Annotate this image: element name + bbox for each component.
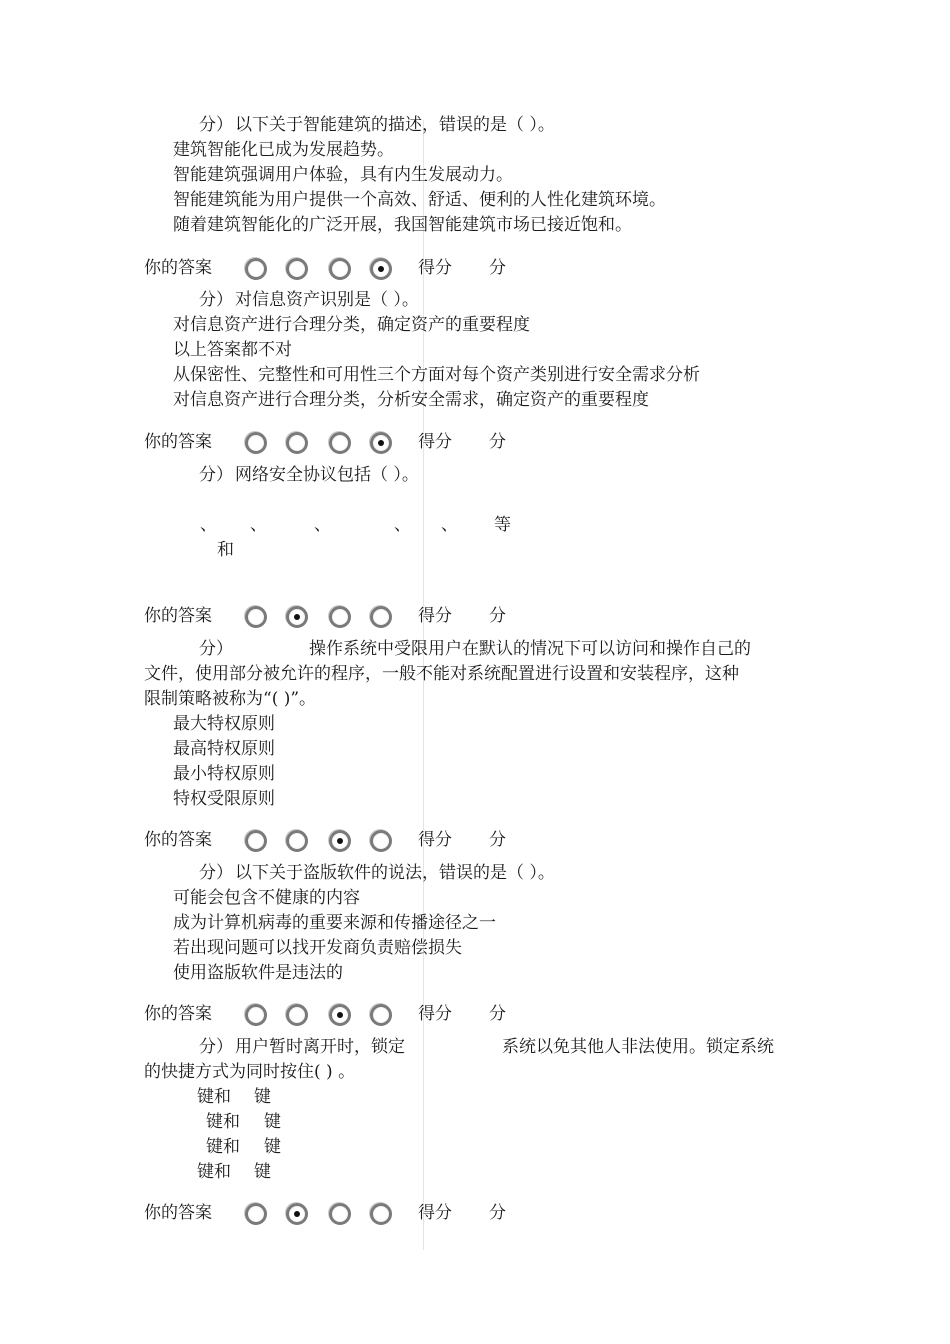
answer-label: 你的答案 [144, 258, 212, 278]
option-3: 智能建筑能为用户提供一个高效、舒适、便利的人性化建筑环境。 [173, 190, 666, 210]
answer-radio-c[interactable] [329, 830, 351, 852]
answer-radio-b[interactable] [286, 258, 308, 280]
answer-label: 你的答案 [144, 1004, 212, 1024]
option-1-part-b: 键 [254, 1087, 271, 1107]
option-4: 随着建筑智能化的广泛开展，我国智能建筑市场已接近饱和。 [173, 215, 632, 235]
option-3: 最小特权原则 [173, 764, 275, 784]
fragment: 、 [314, 515, 331, 535]
question-stem-line-2: 文件，使用部分被允许的程序，一般不能对系统配置进行设置和安装程序，这种 [144, 664, 739, 684]
option-2: 以上答案都不对 [173, 340, 292, 360]
option-4: 对信息资产进行合理分类，分析安全需求，确定资产的重要程度 [173, 390, 649, 410]
question-stem: 网络安全协议包括（ ）。 [235, 465, 419, 485]
answer-radio-a[interactable] [245, 258, 267, 280]
question-stem: 以下关于盗版软件的说法，错误的是（ ）。 [235, 863, 555, 883]
question-stem-line-2: 的快捷方式为同时按住( ) 。 [144, 1062, 356, 1082]
question-stem: 以下关于智能建筑的描述，错误的是（ ）。 [235, 115, 555, 135]
answer-radio-b[interactable] [286, 432, 308, 454]
answer-radio-a[interactable] [245, 1203, 267, 1225]
answer-radio-c[interactable] [329, 606, 351, 628]
score-label: 得分 [418, 606, 452, 626]
answer-radio-a[interactable] [245, 606, 267, 628]
score-label: 得分 [418, 830, 452, 850]
option-1: 最大特权原则 [173, 714, 275, 734]
answer-radio-a[interactable] [245, 432, 267, 454]
option-3: 从保密性、完整性和可用性三个方面对每个资产类别进行安全需求分析 [173, 365, 700, 385]
score-unit: 分 [489, 606, 506, 626]
score-unit: 分 [489, 830, 506, 850]
answer-radio-d[interactable] [370, 432, 392, 454]
answer-radio-c[interactable] [329, 1004, 351, 1026]
option-4-part-a: 键和 [197, 1162, 231, 1182]
answer-radio-a[interactable] [245, 1004, 267, 1026]
answer-radio-b[interactable] [286, 606, 308, 628]
score-unit: 分 [489, 1203, 506, 1223]
question-stem-line-1: 操作系统中受限用户在默认的情况下可以访问和操作自己的 [309, 639, 751, 659]
option-1: 建筑智能化已成为发展趋势。 [173, 140, 394, 160]
question-stem: 对信息资产识别是（ ）。 [235, 290, 419, 310]
answer-radio-d[interactable] [370, 606, 392, 628]
question-stem-line-1a: 用户暂时离开时，锁定 [235, 1037, 405, 1057]
answer-label: 你的答案 [144, 830, 212, 850]
answer-radio-a[interactable] [245, 830, 267, 852]
answer-radio-d[interactable] [370, 258, 392, 280]
score-unit: 分 [489, 258, 506, 278]
option-2: 成为计算机病毒的重要来源和传播途径之一 [173, 913, 496, 933]
question-prefix: 分） [199, 1037, 233, 1057]
option-2: 智能建筑强调用户体验，具有内生发展动力。 [173, 165, 513, 185]
option-3: 若出现问题可以找开发商负责赔偿损失 [173, 938, 462, 958]
fragment: 等 [494, 515, 511, 535]
score-unit: 分 [489, 432, 506, 452]
answer-radio-c[interactable] [329, 1203, 351, 1225]
answer-label: 你的答案 [144, 1203, 212, 1223]
option-3-part-b: 键 [264, 1137, 281, 1157]
fragment: 、 [200, 515, 217, 535]
question-stem-line-1b: 系统以免其他人非法使用。锁定系统 [502, 1037, 774, 1057]
fragment: 、 [250, 515, 267, 535]
option-1: 对信息资产进行合理分类，确定资产的重要程度 [173, 315, 530, 335]
answer-radio-c[interactable] [329, 432, 351, 454]
question-prefix: 分） [199, 465, 233, 485]
question-prefix: 分） [199, 639, 233, 659]
answer-label: 你的答案 [144, 606, 212, 626]
answer-radio-d[interactable] [370, 1004, 392, 1026]
score-label: 得分 [418, 432, 452, 452]
fragment: 、 [394, 515, 411, 535]
option-3-part-a: 键和 [206, 1137, 240, 1157]
question-prefix: 分） [199, 290, 233, 310]
option-2: 最高特权原则 [173, 739, 275, 759]
answer-label: 你的答案 [144, 432, 212, 452]
answer-radio-b[interactable] [286, 1004, 308, 1026]
score-label: 得分 [418, 1203, 452, 1223]
question-prefix: 分） [199, 863, 233, 883]
option-2-part-a: 键和 [206, 1112, 240, 1132]
answer-radio-d[interactable] [370, 1203, 392, 1225]
fragment: 、 [441, 515, 458, 535]
score-label: 得分 [418, 258, 452, 278]
answer-radio-b[interactable] [286, 1203, 308, 1225]
option-2-part-b: 键 [264, 1112, 281, 1132]
option-4: 特权受限原则 [173, 789, 275, 809]
page-divider-line [423, 120, 424, 1250]
option-1-part-a: 键和 [197, 1087, 231, 1107]
score-label: 得分 [418, 1004, 452, 1024]
option-1: 可能会包含不健康的内容 [173, 888, 360, 908]
answer-radio-d[interactable] [370, 830, 392, 852]
score-unit: 分 [489, 1004, 506, 1024]
question-prefix: 分） [199, 115, 233, 135]
option-4-part-b: 键 [254, 1162, 271, 1182]
fragment: 和 [217, 540, 234, 560]
answer-radio-c[interactable] [329, 258, 351, 280]
option-4: 使用盗版软件是违法的 [173, 963, 343, 983]
answer-radio-b[interactable] [286, 830, 308, 852]
question-stem-line-3: 限制策略被称为“( )”。 [144, 689, 317, 709]
